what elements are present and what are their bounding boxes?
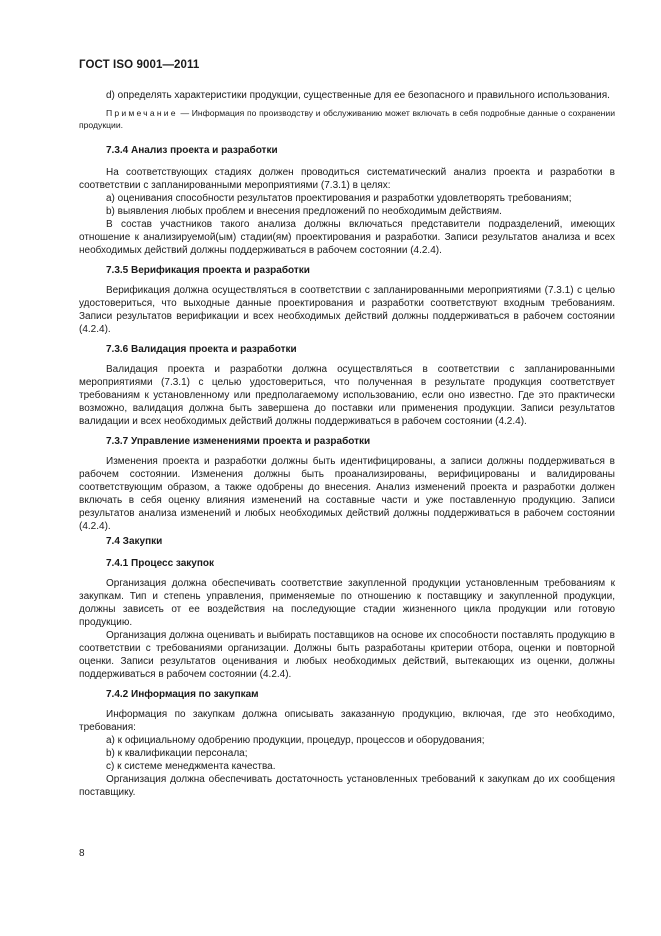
heading-7-4-1: 7.4.1 Процесс закупок xyxy=(106,558,215,569)
list-item-b: b) выявления любых проблем и внесения предложений по необходимым действиям. xyxy=(106,206,502,217)
paragraph: В состав участников такого анализа должны включаться представители подразделений, имеющих отношение к анализируемой(ым) стадии(ям) проектирования и разработки. Записи результатов анализа и всех необходимых действий должны поддерживаться в рабочем состоянии (4.2.4). xyxy=(79,219,615,256)
note-label: Примечание xyxy=(106,108,178,118)
note-text: — Информация по производству и обслуживанию может включать в себя подробные данные о сохранении продукции. xyxy=(79,108,615,130)
paragraph: На соответствующих стадиях должен проводиться систематический анализ проекта и разработки в соответствии с запланированными мероприятиями (7.3.1) в целях: xyxy=(79,167,615,191)
heading-7-4-2: 7.4.2 Информация по закупкам xyxy=(106,689,259,700)
list-item-c: c) к системе менеджмента качества. xyxy=(106,761,276,772)
note xyxy=(79,108,615,131)
paragraph: Информация по закупкам должна описывать заказанную продукцию, включая, где это необходимо, требования: xyxy=(79,709,615,733)
page-number: 8 xyxy=(79,848,85,859)
document-header: ГОСТ ISO 9001—2011 xyxy=(79,59,200,71)
list-item-b: b) к квалификации персонала; xyxy=(106,748,248,759)
list-item-a: a) к официальному одобрению продукции, процедур, процессов и оборудования; xyxy=(106,735,485,746)
paragraph: Валидация проекта и разработки должна осуществляться в соответствии с запланированными мероприятиями (7.3.1) с целью удостовериться, что полученная в результате продукция соответствует требованиям к установленному или предполагаемому использованию, если оно известно. Где это практически возможно, валидация должна быть завершена до поставки или применения продукции. Записи результатов валидации и всех необходимых действий должны поддерживаться в рабочем состоянии (4.2.4). xyxy=(79,364,615,427)
paragraph: Организация должна оценивать и выбирать поставщиков на основе их способности поставлять продукцию в соответствии с требованиями организации. Должны быть разработаны критерии отбора, оценки и повторной оценки. Записи результатов оценивания и любых необходимых действий, вытекающих из оценки, должны поддерживаться в рабочем состоянии (4.2.4). xyxy=(79,630,615,680)
paragraph: Организация должна обеспечивать соответствие закупленной продукции установленным требованиям к закупкам. Тип и степень управления, применяемые по отношению к поставщику и закупленной продукции, должны зависеть от ее воздействия на последующие стадии жизненного цикла продукции или готовую продукцию. xyxy=(79,578,615,628)
heading-7-3-6: 7.3.6 Валидация проекта и разработки xyxy=(106,344,297,355)
page-content xyxy=(79,89,615,799)
heading-7-3-7: 7.3.7 Управление изменениями проекта и разработки xyxy=(106,436,371,447)
paragraph: Организация должна обеспечивать достаточность установленных требований к закупкам до их сообщения поставщику. xyxy=(79,774,615,798)
list-item-d: d) определять характеристики продукции, существенные для ее безопасного и правильного использования. xyxy=(106,90,610,101)
heading-7-3-4: 7.3.4 Анализ проекта и разработки xyxy=(106,145,278,156)
list-item-a: a) оценивания способности результатов проектирования и разработки удовлетворять требованиям; xyxy=(106,193,572,204)
heading-7-3-5: 7.3.5 Верификация проекта и разработки xyxy=(106,265,310,276)
paragraph: Изменения проекта и разработки должны быть идентифицированы, а записи должны поддерживаться в рабочем состоянии. Изменения должны быть проанализированы, верифицированы и валидированы соответствующим образом, а также одобрены до внесения. Анализ изменений проекта и разработки должен включать в себя оценку влияния изменений на составные части и уже поставленную продукцию. Записи результатов анализа изменений и любых необходимых действий должны поддерживаться в рабочем состоянии (4.2.4). xyxy=(79,456,615,532)
heading-7-4: 7.4 Закупки xyxy=(106,536,163,547)
paragraph: Верификация должна осуществляться в соответствии с запланированными мероприятиями (7.3.1) с целью удостовериться, что выходные данные проектирования и разработки соответствуют входным требованиям. Записи результатов верификации и всех необходимых действий должны поддерживаться в рабочем состоянии (4.2.4). xyxy=(79,285,615,335)
